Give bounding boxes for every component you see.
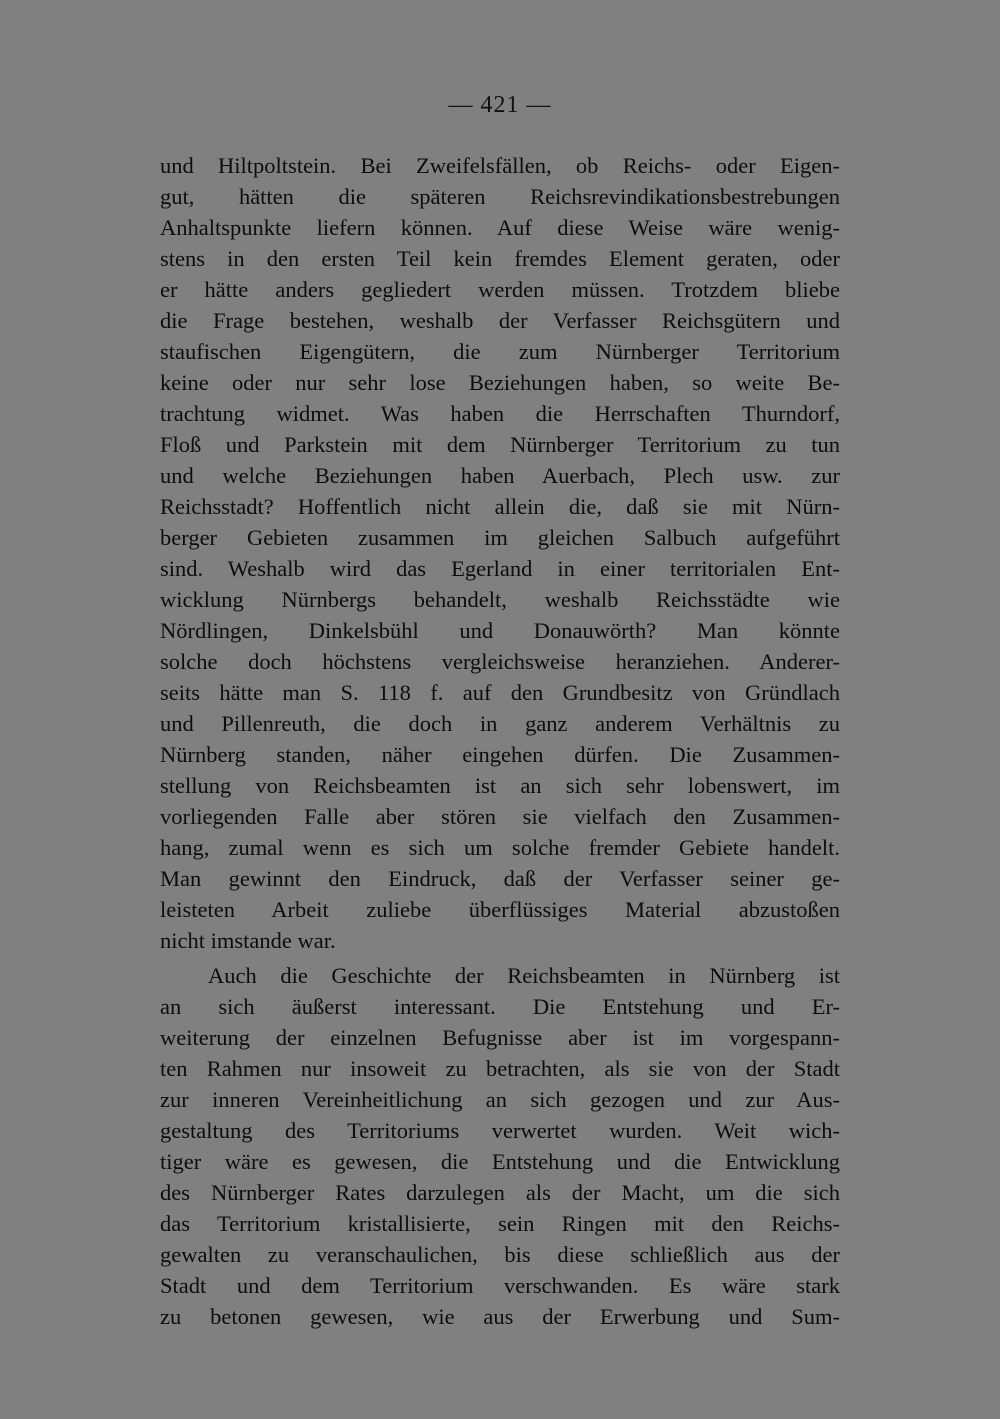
text-line: tiger wäre es gewesen, die Entstehung und die Entwicklung	[160, 1149, 840, 1174]
text-line: seits hätte man S. 118 f. auf den Grundbesitz von Gründlach	[160, 680, 840, 705]
text-line: hang, zumal wenn es sich um solche fremder Gebiete handelt.	[160, 835, 840, 860]
text-line: des Nürnberger Rates darzulegen als der Macht, um die sich	[160, 1180, 840, 1205]
text-line: Nürnberg standen, näher eingehen dürfen. Die Zusammen-	[160, 742, 840, 767]
text-line: sind. Weshalb wird das Egerland in einer territorialen Ent-	[160, 556, 840, 581]
text-line: zu betonen gewesen, wie aus der Erwerbung und Sum-	[160, 1304, 840, 1329]
text-line: trachtung widmet. Was haben die Herrschaften Thurndorf,	[160, 401, 840, 426]
text-line: Floß und Parkstein mit dem Nürnberger Territorium zu tun	[160, 432, 840, 457]
text-line: die Frage bestehen, weshalb der Verfasser Reichsgütern und	[160, 308, 840, 333]
text-line: stellung von Reichsbeamten ist an sich sehr lobenswert, im	[160, 773, 840, 798]
text-line: vorliegenden Falle aber stören sie vielfach den Zusammen-	[160, 804, 840, 829]
text-line: stens in den ersten Teil kein fremdes Element geraten, oder	[160, 246, 840, 271]
text-line: Anhaltspunkte liefern können. Auf diese Weise wäre wenig-	[160, 215, 840, 240]
text-line: das Territorium kristallisierte, sein Ringen mit den Reichs-	[160, 1211, 840, 1236]
text-line: und Pillenreuth, die doch in ganz anderem Verhältnis zu	[160, 711, 840, 736]
text-line: und welche Beziehungen haben Auerbach, Plech usw. zur	[160, 463, 840, 488]
text-line: an sich äußerst interessant. Die Entstehung und Er-	[160, 994, 840, 1019]
text-line: ten Rahmen nur insoweit zu betrachten, als sie von der Stadt	[160, 1056, 840, 1081]
text-line: gestaltung des Territoriums verwertet wurden. Weit wich-	[160, 1118, 840, 1143]
text-line: nicht imstande war.	[160, 928, 336, 953]
page-number: — 421 —	[448, 92, 552, 118]
text-line: weiterung der einzelnen Befugnisse aber ist im vorgespann-	[160, 1025, 840, 1050]
text-line: und Hiltpoltstein. Bei Zweifelsfällen, ob Reichs- oder Eigen-	[160, 153, 840, 178]
text-line: berger Gebieten zusammen im gleichen Salbuch aufgeführt	[160, 525, 840, 550]
text-line: solche doch höchstens vergleichsweise heranziehen. Anderer-	[160, 649, 840, 674]
text-line: zur inneren Vereinheitlichung an sich gezogen und zur Aus-	[160, 1087, 840, 1112]
text-line: Nördlingen, Dinkelsbühl und Donauwörth? Man könnte	[160, 618, 840, 643]
text-line: Auch die Geschichte der Reichsbeamten in Nürnberg ist	[208, 963, 840, 988]
text-line: Stadt und dem Territorium verschwanden. Es wäre stark	[160, 1273, 840, 1298]
text-line: Man gewinnt den Eindruck, daß der Verfasser seiner ge-	[160, 866, 840, 891]
text-line: leisteten Arbeit zuliebe überflüssiges Material abzustoßen	[160, 897, 840, 922]
text-line: wicklung Nürnbergs behandelt, weshalb Reichsstädte wie	[160, 587, 840, 612]
text-line: er hätte anders gegliedert werden müssen. Trotzdem bliebe	[160, 277, 840, 302]
text-line: gewalten zu veranschaulichen, bis diese schließlich aus der	[160, 1242, 840, 1267]
text-line: staufischen Eigengütern, die zum Nürnberger Territorium	[160, 339, 840, 364]
text-line: gut, hätten die späteren Reichsrevindikationsbestrebungen	[160, 184, 840, 209]
text-line: keine oder nur sehr lose Beziehungen haben, so weite Be-	[160, 370, 840, 395]
text-line: Reichsstadt? Hoffentlich nicht allein die, daß sie mit Nürn-	[160, 494, 840, 519]
